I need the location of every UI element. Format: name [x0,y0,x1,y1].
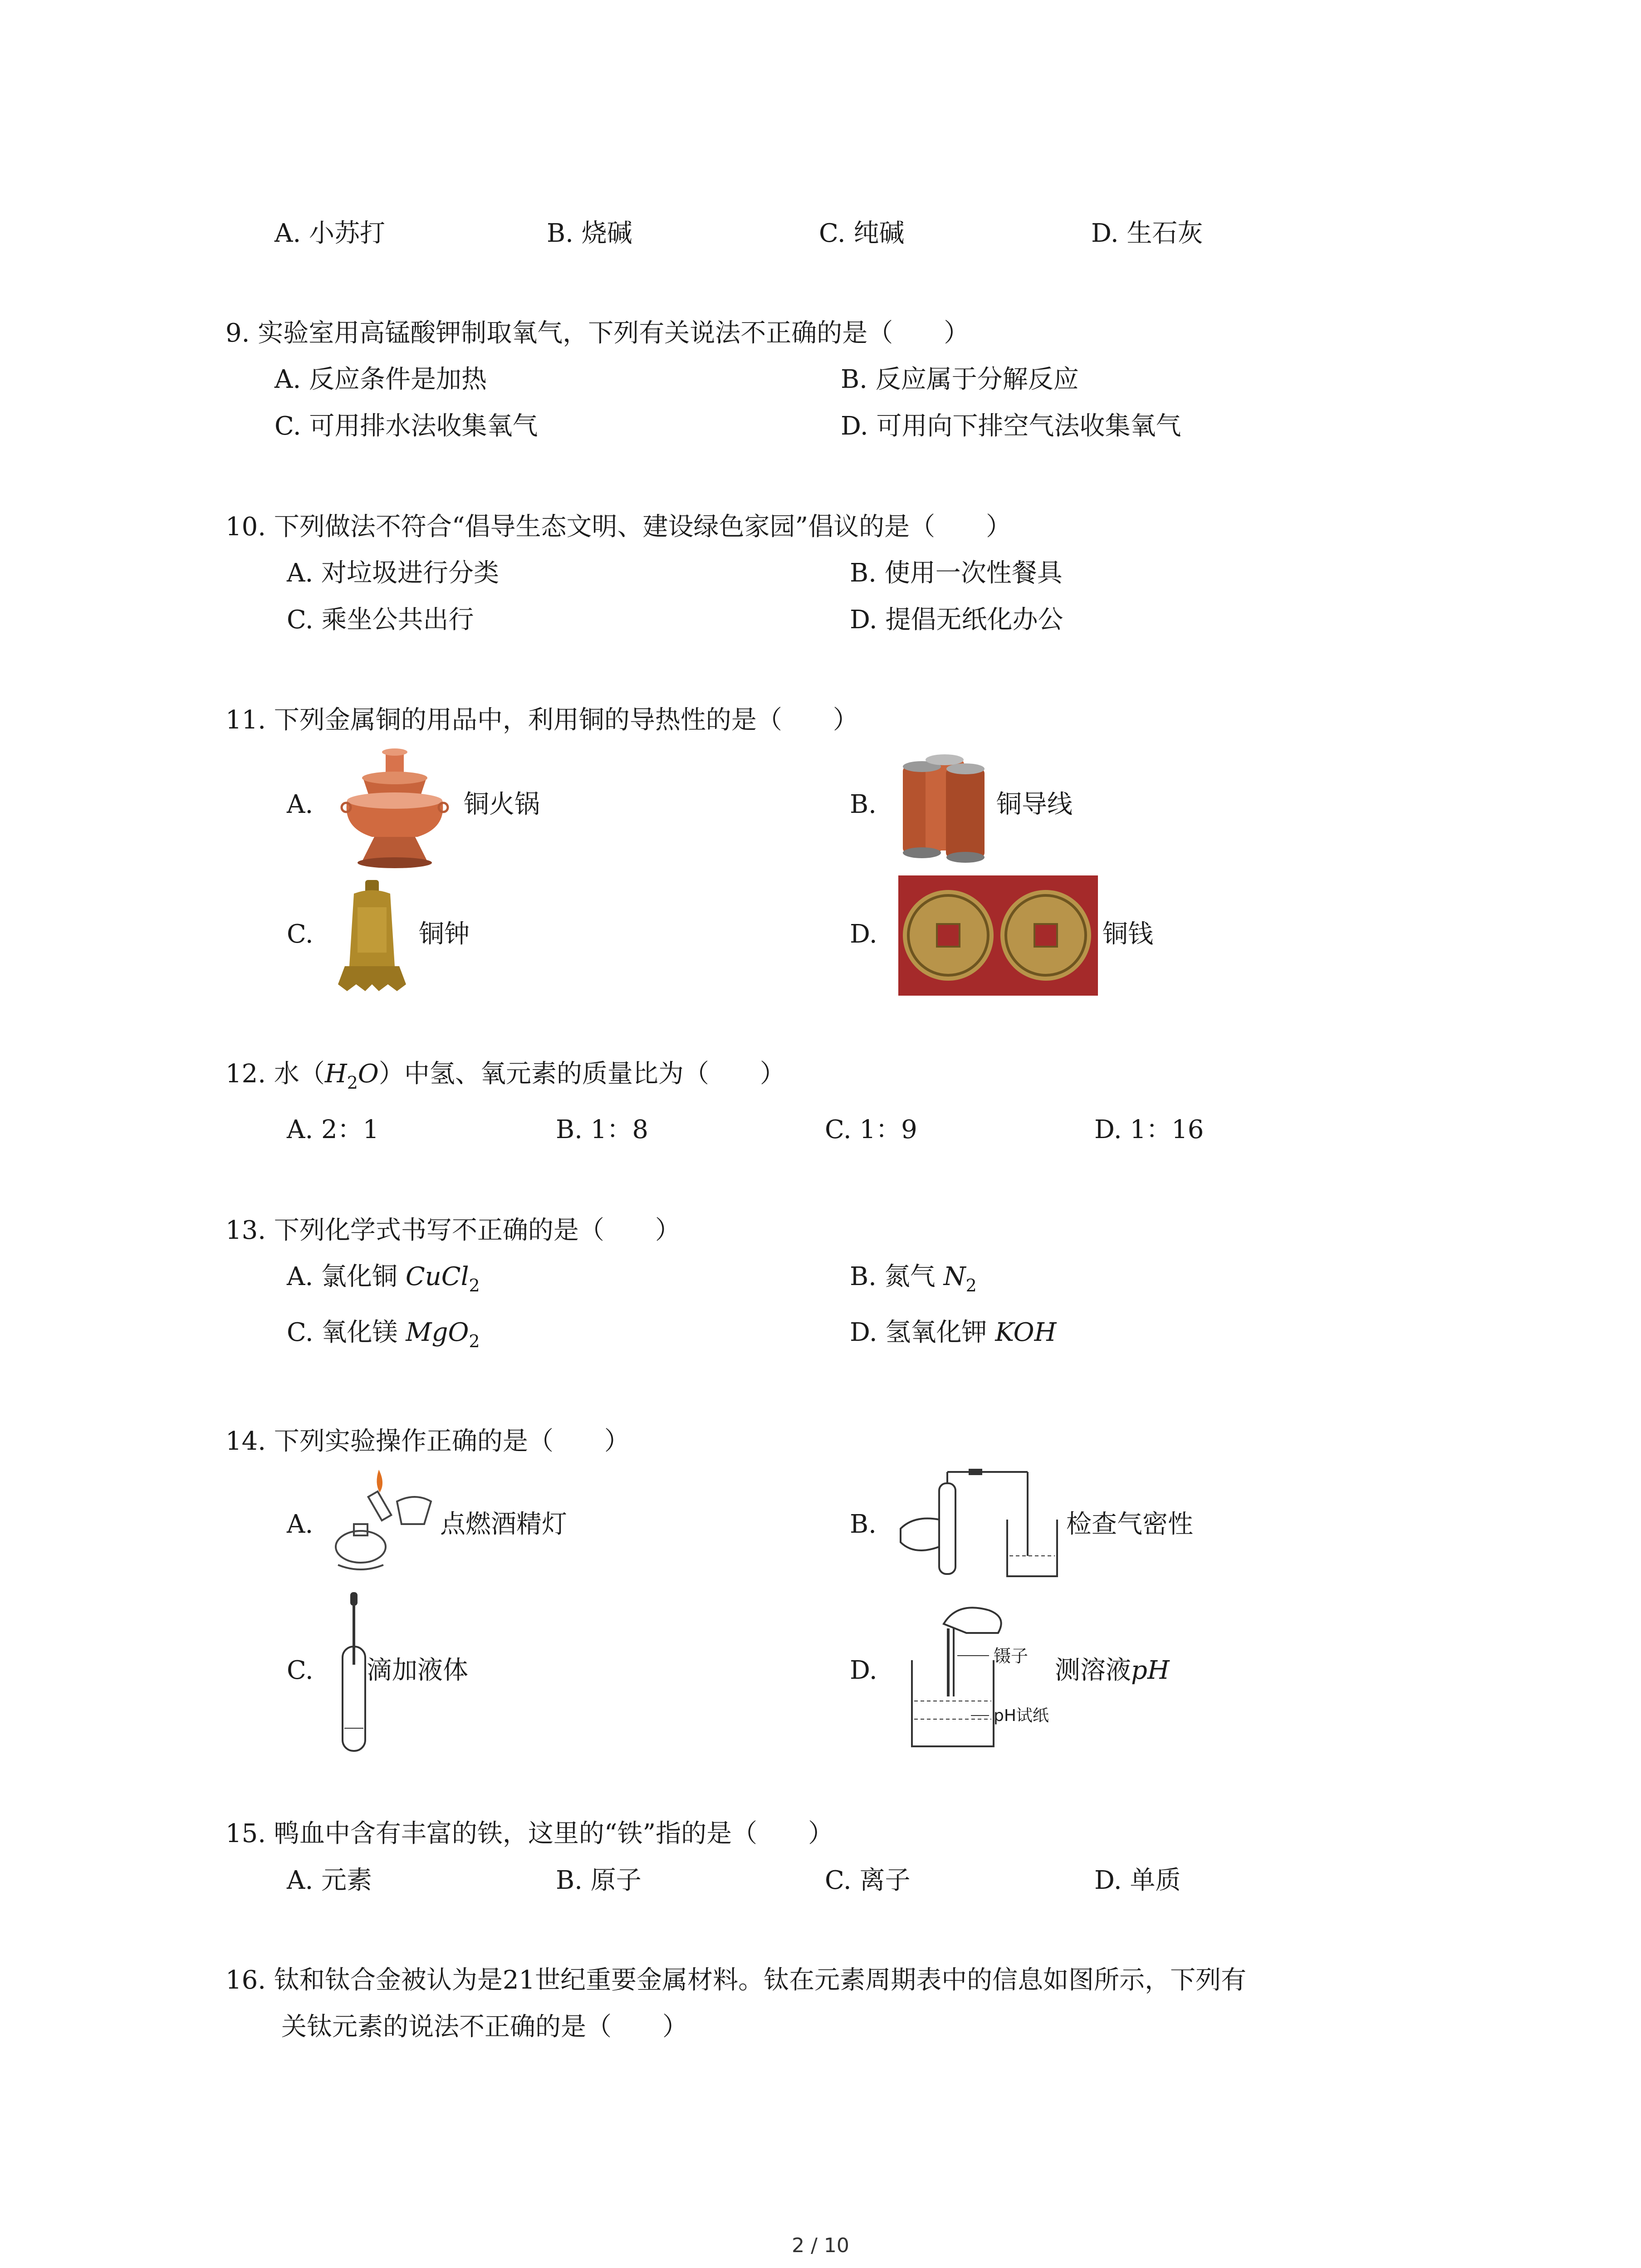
q15-option-c: C. 离子 [825,1866,911,1895]
q8-option-b: B. 烧碱 [547,219,632,248]
q11-option-d-label: D. [850,919,877,949]
q11-option-d-text: 铜钱 [1102,919,1153,949]
page-number: 2 / 10 [792,2234,849,2257]
q9-option-a: A. 反应条件是加热 [274,365,487,394]
q11-option-c-text: 铜钟 [419,919,470,949]
q9-option-d: D. 可用向下排空气法收集氧气 [841,411,1181,441]
copper-hotpot-image [338,748,451,871]
q9-stem: 9. 实验室用高锰酸钾制取氧气，下列有关说法不正确的是（ ） [225,318,970,348]
ph-measurement-image [903,1597,1057,1751]
q11-option-b-text: 铜导线 [996,790,1073,819]
q9-option-b: B. 反应属于分解反应 [841,365,1079,394]
q13-stem: 13. 下列化学式书写不正确的是（ ） [225,1216,681,1245]
q14-option-a-text: 点燃酒精灯 [440,1510,567,1539]
q10-option-b: B. 使用一次性餐具 [850,558,1063,588]
q11-option-b-label: B. [850,790,877,819]
q14-option-a-label: A. [287,1510,314,1539]
alcohol-lamp-lighting-image [333,1465,438,1583]
q10-option-a: A. 对垃圾进行分类 [287,558,500,588]
q14-option-b-text: 检查气密性 [1066,1510,1193,1539]
q10-option-c: C. 乘坐公共出行 [287,605,474,635]
q10-option-d: D. 提倡无纸化办公 [850,605,1063,635]
q10-stem: 10. 下列做法不符合“倡导生态文明、建设绿色家园”倡议的是（ ） [225,512,1012,542]
q15-option-b: B. 原子 [556,1866,642,1895]
q15-option-d: D. 单质 [1094,1866,1181,1895]
q13-option-a: A. 氯化铜 CuCl$_2$ [287,1262,480,1295]
q11-option-a-label: A. [287,790,314,819]
q11-stem: 11. 下列金属铜的用品中，利用铜的导热性的是（ ） [225,705,858,735]
q11-option-a-text: 铜火锅 [464,790,540,819]
bronze-bell-image [336,880,408,993]
q8-option-c: C. 纯碱 [819,219,905,248]
q13-option-b: B. 氮气 $N_2$ [850,1262,977,1295]
q12-option-b: B. 1：8 [556,1115,649,1144]
q16-stem-line1: 16. 钛和钛合金被认为是21世纪重要金属材料。钛在元素周期表中的信息如图所示，下列有 [225,1965,1247,1995]
q14-option-c-text: 滴加液体 [367,1656,468,1685]
tweezers-label: 镊子 [994,1646,1029,1666]
q14-stem: 14. 下列实验操作正确的是（ ） [225,1427,630,1456]
copper-wire-spools-image [898,753,989,866]
q12-option-d: D. 1：16 [1094,1115,1204,1144]
water-formula: $H_2O$ [324,1059,379,1093]
q11-option-c-label: C. [287,919,314,949]
q13-option-d: D. 氢氧化钾 KOH [850,1318,1057,1347]
q13-option-c: C. 氧化镁 MgO$_2$ [287,1318,480,1351]
ph-paper-label: pH试纸 [994,1706,1049,1725]
airtightness-check-image [896,1465,1064,1583]
q14-option-d-text: 测溶液pH [1055,1656,1170,1685]
q14-option-d-label: D. [850,1656,877,1685]
q15-stem: 15. 鸭血中含有丰富的铁，这里的“铁”指的是（ ） [225,1819,834,1848]
q12-stem: 12. 水$(H_2O)$中氢、氧元素的质量比为（ ） [225,1059,785,1093]
q14-option-c-label: C. [287,1656,314,1685]
q8-option-a: A. 小苏打 [274,219,386,248]
q15-option-a: A. 元素 [287,1866,372,1895]
q16-stem-line2: 关钛元素的说法不正确的是（ ） [281,2012,688,2042]
q9-option-c: C. 可用排水法收集氧气 [274,411,538,441]
q14-option-b-label: B. [850,1510,877,1539]
q8-option-d: D. 生石灰 [1091,219,1203,248]
q12-option-a: A. 2：1 [287,1115,379,1144]
q12-option-c: C. 1：9 [825,1115,917,1144]
copper-coins-image [898,875,1098,996]
